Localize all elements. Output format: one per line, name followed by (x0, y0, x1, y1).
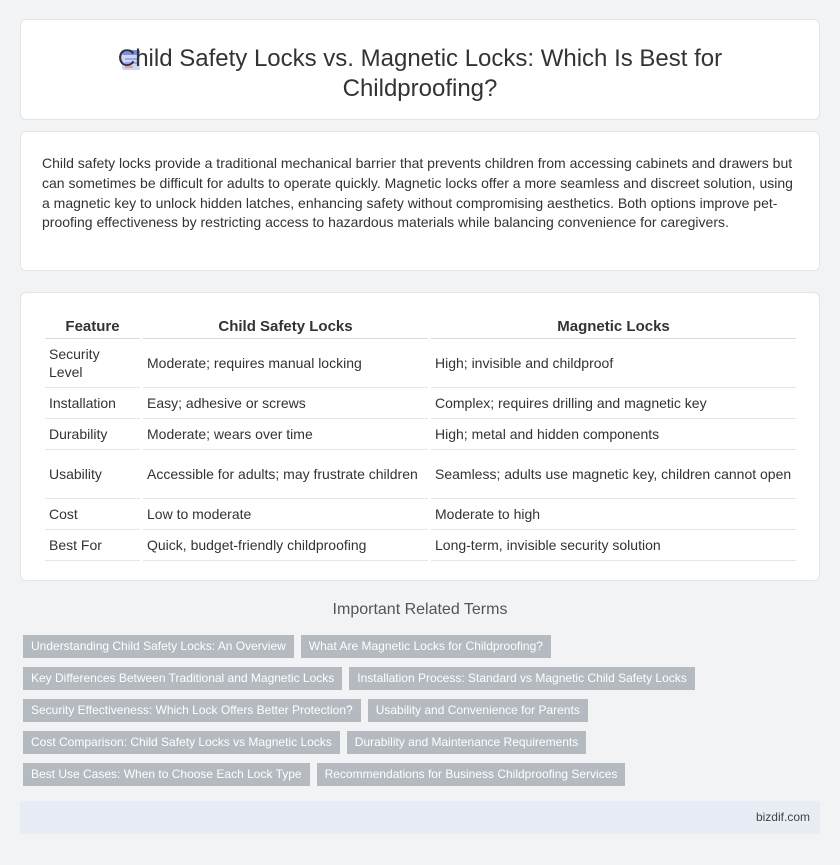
cell-feature: Durability (45, 419, 140, 450)
cell-feature: Security Level (45, 339, 140, 388)
cell-child-safety: Moderate; wears over time (143, 419, 428, 450)
cell-child-safety: Easy; adhesive or screws (143, 388, 428, 419)
cell-feature: Usability (45, 450, 140, 499)
tag-row (23, 635, 823, 658)
header-magnetic-locks: Magnetic Locks (431, 313, 796, 339)
cell-magnetic: High; invisible and childproof (431, 339, 796, 388)
tag-row (23, 763, 823, 786)
header-feature: Feature (45, 313, 140, 339)
tag-row (23, 731, 823, 754)
related-term-tag[interactable]: Recommendations for Business Childproofing Services (317, 763, 626, 786)
cell-feature: Cost (45, 499, 140, 530)
comparison-table-card (20, 292, 820, 581)
footer-brand[interactable]: bizdif.com (755, 810, 810, 824)
related-term-tag[interactable]: Best Use Cases: When to Choose Each Lock Type (23, 763, 310, 786)
cell-child-safety: Quick, budget-friendly childproofing (143, 530, 428, 561)
table-row (45, 450, 796, 499)
table-row (45, 419, 796, 450)
cell-magnetic: High; metal and hidden components (431, 419, 796, 450)
title-card (20, 19, 820, 120)
cell-feature: Best For (45, 530, 140, 561)
related-term-tag[interactable]: Understanding Child Safety Locks: An Overview (23, 635, 294, 658)
intro-card (20, 131, 820, 271)
related-term-tag[interactable]: Cost Comparison: Child Safety Locks vs Magnetic Locks (23, 731, 340, 754)
related-term-tag[interactable]: Key Differences Between Traditional and Magnetic Locks (23, 667, 342, 690)
related-term-tag[interactable]: Security Effectiveness: Which Lock Offers Better Protection? (23, 699, 361, 722)
table-row (45, 339, 796, 388)
related-term-tag[interactable]: Durability and Maintenance Requirements (347, 731, 586, 754)
cell-magnetic: Moderate to high (431, 499, 796, 530)
cell-feature: Installation (45, 388, 140, 419)
footer (20, 801, 820, 834)
related-term-tag[interactable]: Installation Process: Standard vs Magnetic Child Safety Locks (349, 667, 695, 690)
tag-row (23, 699, 823, 722)
table-row (45, 530, 796, 561)
page-title: Child Safety Locks vs. Magnetic Locks: Which Is Best for Childproofing? (117, 45, 723, 102)
related-terms-list (23, 635, 823, 795)
cell-magnetic: Seamless; adults use magnetic key, children cannot open (431, 450, 796, 499)
tag-row (23, 667, 823, 690)
table-row (45, 499, 796, 530)
cell-magnetic: Complex; requires drilling and magnetic key (431, 388, 796, 419)
table-row (45, 388, 796, 419)
cell-child-safety: Low to moderate (143, 499, 428, 530)
related-term-tag[interactable]: Usability and Convenience for Parents (368, 699, 588, 722)
intro-paragraph: Child safety locks provide a traditional mechanical barrier that prevents children from accessing cabinets and drawers but can sometimes be difficult for adults to operate quickly. Magnetic locks offer a more seamless and discreet solution, using a magnetic key to unlock hidden latches, enhancing safety without compromising aesthetics. Both options improve pet-proofing effectiveness by restricting access to hazardous materials while balancing convenience for caregivers. (42, 155, 793, 231)
related-terms-heading: Important Related Terms (332, 601, 508, 618)
related-term-tag[interactable]: What Are Magnetic Locks for Childproofing? (301, 635, 551, 658)
cell-child-safety: Moderate; requires manual locking (143, 339, 428, 388)
cell-child-safety: Accessible for adults; may frustrate children (143, 450, 428, 499)
cell-magnetic: Long-term, invisible security solution (431, 530, 796, 561)
header-child-safety-locks: Child Safety Locks (143, 313, 428, 339)
comparison-table (42, 313, 799, 561)
